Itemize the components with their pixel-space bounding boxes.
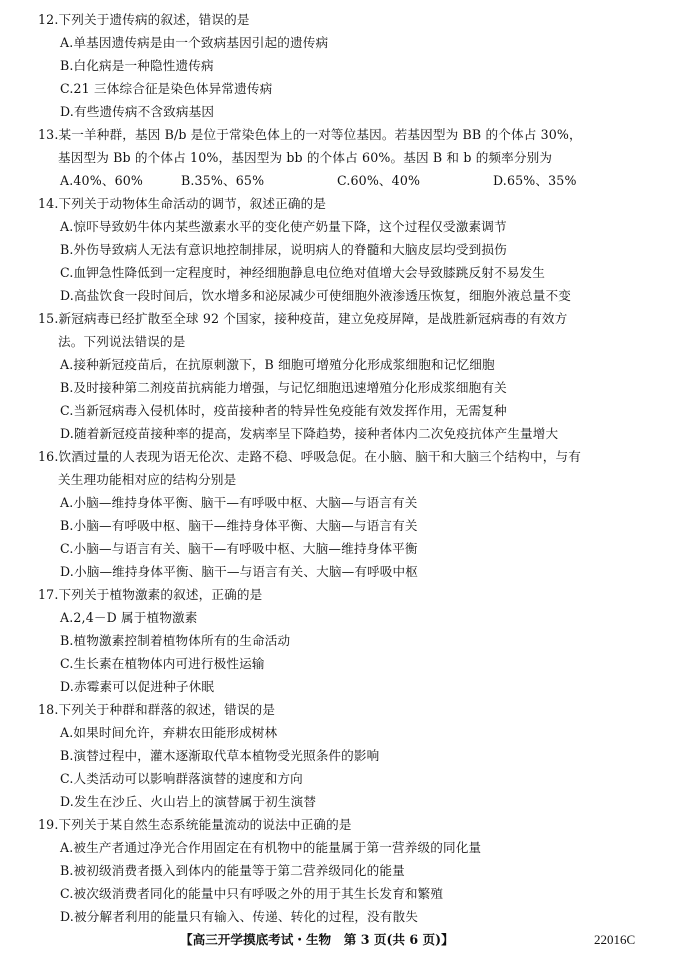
option-b: B.小脑—有呼吸中枢、脑干—维持身体平衡、大脑—与语言有关 bbox=[60, 518, 418, 533]
option-a: A.单基因遗传病是由一个致病基因引起的遗传病 bbox=[60, 35, 329, 50]
question-stem: 14.下列关于动物体生命活动的调节，叙述正确的是 bbox=[38, 196, 327, 211]
option-b: B.及时接种第二剂疫苗抗病能力增强，与记忆细胞迅速增殖分化形成浆细胞有关 bbox=[60, 380, 507, 395]
question-15 bbox=[38, 307, 668, 445]
option-c: C.生长素在植物体内可进行极性运输 bbox=[60, 656, 265, 671]
option-d: D.随着新冠疫苗接种率的提高，发病率呈下降趋势，接种者体内二次免疫抗体产生量增大 bbox=[60, 426, 559, 441]
option-c: C.血钾急性降低到一定程度时，神经细胞静息电位绝对值增大会导致膝跳反射不易发生 bbox=[60, 265, 546, 280]
question-stem: 12.下列关于遗传病的叙述，错误的是 bbox=[38, 12, 250, 27]
option-a: A.40%、60% bbox=[60, 173, 144, 188]
question-stem-continued: 法。下列说法错误的是 bbox=[58, 334, 186, 349]
option-a: A.2,4－D 属于植物激素 bbox=[60, 610, 198, 625]
options-row bbox=[38, 169, 668, 192]
exam-code: 22016C bbox=[594, 932, 636, 947]
question-stem: 18.下列关于种群和群落的叙述，错误的是 bbox=[38, 702, 276, 717]
option-d: D.有些遗传病不含致病基因 bbox=[60, 104, 215, 119]
option-a: A.小脑—维持身体平衡、脑干—有呼吸中枢、大脑—与语言有关 bbox=[60, 495, 418, 510]
question-stem-continued: 关生理功能相对应的结构分别是 bbox=[58, 472, 237, 487]
question-list bbox=[38, 8, 668, 928]
option-d: D.65%、35% bbox=[493, 173, 577, 188]
question-stem: 16.饮酒过量的人表现为语无伦次、走路不稳、呼吸急促。在小脑、脑干和大脑三个结构中，与有 bbox=[38, 449, 581, 464]
page-footer bbox=[0, 930, 677, 950]
option-c: C.小脑—与语言有关、脑干—有呼吸中枢、大脑—维持身体平衡 bbox=[60, 541, 418, 556]
option-d: D.高盐饮食一段时间后，饮水增多和泌尿减少可使细胞外液渗透压恢复，细胞外液总量不变 bbox=[60, 288, 571, 303]
question-stem-continued: 基因型为 Bb 的个体占 10%，基因型为 bb 的个体占 60%。基因 B 和 b 的频率分别为 bbox=[58, 150, 553, 165]
question-stem: 15.新冠病毒已经扩散至全球 92 个国家，接种疫苗，建立免疫屏障，是战胜新冠病毒的有效方 bbox=[38, 311, 568, 326]
option-c: C.60%、40% bbox=[337, 173, 421, 188]
question-14 bbox=[38, 192, 668, 307]
question-stem: 13.某一羊种群，基因 B/b 是位于常染色体上的一对等位基因。若基因型为 BB 的个体占 30%， bbox=[38, 127, 582, 142]
option-c: C.当新冠病毒入侵机体时，疫苗接种者的特异性免疫能有效发挥作用，无需复种 bbox=[60, 403, 507, 418]
exam-title-footer: 【高三开学摸底考试・生物 第 3 页(共 6 页)】 bbox=[180, 932, 454, 947]
question-16 bbox=[38, 445, 668, 583]
question-18 bbox=[38, 698, 668, 813]
option-b: B.外伤导致病人无法有意识地控制排尿，说明病人的脊髓和大脑皮层均受到损伤 bbox=[60, 242, 507, 257]
option-a: A.惊吓导致奶牛体内某些激素水平的变化使产奶量下降，这个过程仅受激素调节 bbox=[60, 219, 507, 234]
option-a: A.如果时间允许，弃耕农田能形成树林 bbox=[60, 725, 278, 740]
option-c: C.人类活动可以影响群落演替的速度和方向 bbox=[60, 771, 303, 786]
question-12 bbox=[38, 8, 668, 123]
question-13 bbox=[38, 123, 668, 192]
question-stem: 19.下列关于某自然生态系统能量流动的说法中正确的是 bbox=[38, 817, 352, 832]
option-d: D.被分解者利用的能量只有输入、传递、转化的过程，没有散失 bbox=[60, 909, 419, 924]
question-stem: 17.下列关于植物激素的叙述，正确的是 bbox=[38, 587, 263, 602]
option-a: A.被生产者通过净光合作用固定在有机物中的能量属于第一营养级的同化量 bbox=[60, 840, 482, 855]
option-d: D.小脑—维持身体平衡、脑干—与语言有关、大脑—有呼吸中枢 bbox=[60, 564, 419, 579]
option-b: B.被初级消费者摄入到体内的能量等于第二营养级同化的能量 bbox=[60, 863, 405, 878]
question-17 bbox=[38, 583, 668, 698]
option-d: D.发生在沙丘、火山岩上的演替属于初生演替 bbox=[60, 794, 317, 809]
option-c: C.被次级消费者同化的能量中只有呼吸之外的用于其生长发育和繁殖 bbox=[60, 886, 444, 901]
option-a: A.接种新冠疫苗后，在抗原刺激下，B 细胞可增殖分化形成浆细胞和记忆细胞 bbox=[60, 357, 495, 372]
option-b: B.植物激素控制着植物体所有的生命活动 bbox=[60, 633, 291, 648]
option-d: D.赤霉素可以促进种子休眠 bbox=[60, 679, 215, 694]
option-b: B.35%、65% bbox=[181, 173, 265, 188]
question-19 bbox=[38, 813, 668, 928]
option-c: C.21 三体综合征是染色体异常遗传病 bbox=[60, 81, 273, 96]
option-b: B.白化病是一种隐性遗传病 bbox=[60, 58, 214, 73]
option-b: B.演替过程中，灌木逐渐取代草本植物受光照条件的影响 bbox=[60, 748, 380, 763]
